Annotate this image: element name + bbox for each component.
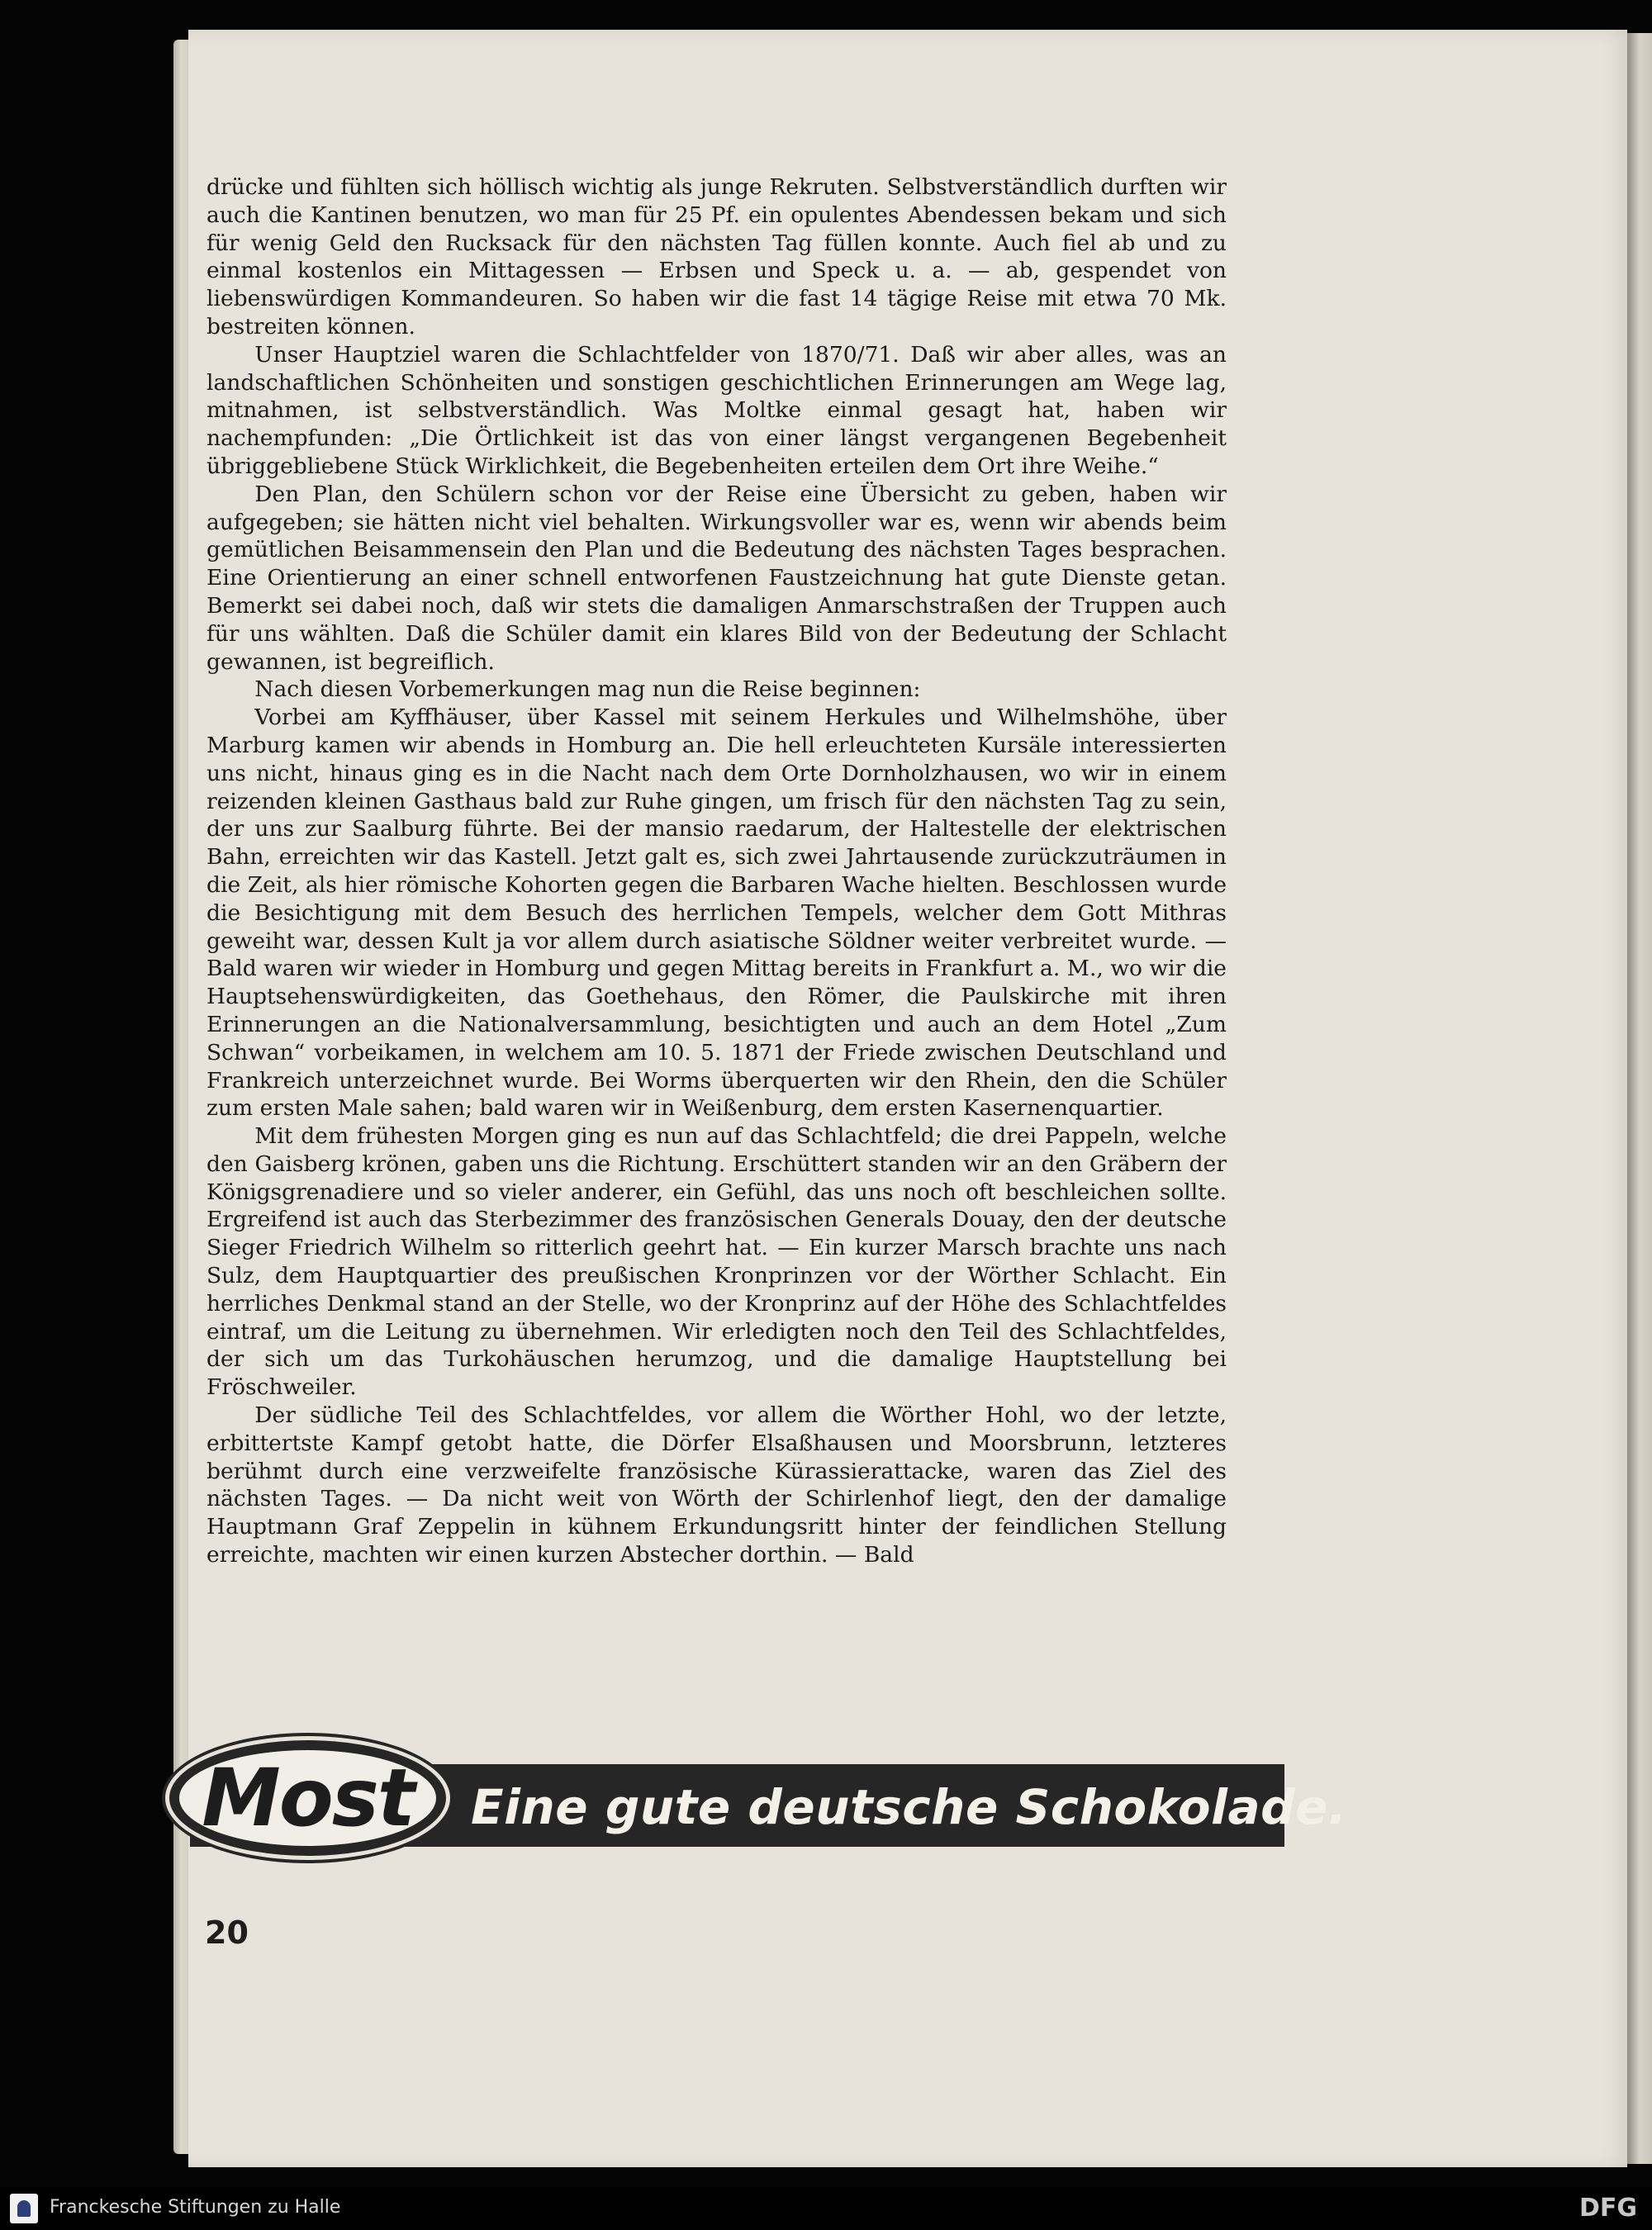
brand-logo-field [179,1750,436,1846]
paragraph-1: drücke und fühlten sich höllisch wichtig als junge Rekruten. Selbstverständlich durften wir auch die Kantinen benutzen, wo man für 25 Pf. ein opulentes Abendessen bekam und sich für wenig Geld den Rucksack für den nächsten Tag füllen konnte. Auch fiel ab und zu einmal kostenlos ein Mittagessen — Erbsen und Speck u. a. — ab, gespendet von liebenswürdigen Kommandeuren. So haben wir die fast 14 tägige Reise mit etwa 70 Mk. bestreiten können. [206,174,1227,339]
brand-logo-text: Most [202,1752,414,1844]
paragraph-2: Unser Hauptziel waren die Schlachtfelder von 1870/71. Daß wir aber alles, was an landschaftlichen Schönheiten und sonstigen geschichtlichen Erinnerungen am Wege lag, mitnahmen, ist selbstverständlich. Was Moltke einmal gesagt hat, haben wir nachempfunden: „Die Örtlichkeit ist das von einer längst vergangenen Begebenheit übriggebliebene Stück Wirklichkeit, die Begebenheiten erteilen dem Ort ihre Weihe.“ [206,341,1227,479]
page-number: 20 [205,1914,249,1951]
funder-logo-text: DFG [1578,2194,1637,2223]
advertisement-slogan: Eine gute deutsche Schokolade. [471,1779,1347,1835]
brand-logo-oval [165,1736,450,1860]
viewer-footer [0,2187,1652,2230]
facing-page-edge [1627,33,1652,2164]
institution-logo-icon [10,2194,38,2223]
paragraph-6: Mit dem frühesten Morgen ging es nun auf das Schlachtfeld; die drei Pappeln, welche den Gaisberg krönen, gaben uns die Richtung. Erschüttert standen wir an den Gräbern der Königsgrenadiere und so vieler anderer, ein Gefühl, das uns noch oft beschleichen sollte. Ergreifend ist auch das Sterbezimmer des französischen Generals Douay, den der deutsche Sieger Friedrich Wilhelm so ritterlich geehrt hat. — Ein kurzer Marsch brachte uns nach Sulz, dem Hauptquartier des preußischen Kronprinzen vor der Wörther Schlacht. Ein herrliches Denkmal stand an der Stelle, wo der Kronprinz auf der Höhe des Schlachtfeldes eintraf, um die Leitung zu übernehmen. Wir erledigten noch den Teil des Schlachtfeldes, der sich um das Turkohäuschen herumzog, und die damalige Hauptstellung bei Fröschweiler. [206,1123,1227,1401]
paragraph-7: Der südliche Teil des Schlachtfeldes, vor allem die Wörther Hohl, wo der letzte, erbittertste Kampf getobt hatte, die Dörfer Elsaßhausen und Moorsbrunn, letzteres berühmt durch eine verzweifelte französische Kürassierattacke, waren das Ziel des nächsten Tages. — Da nicht weit von Wörth der Schirlenhof liegt, den der damalige Hauptmann Graf Zeppelin in kühnem Erkundungsritt hinter der feindlichen Stellung erreichte, machten wir einen kurzen Abstecher dorthin. — Bald [206,1402,1227,1568]
body-text [206,173,1227,1569]
paragraph-5: Vorbei am Kyffhäuser, über Kassel mit seinem Herkules und Wilhelmshöhe, über Marburg kamen wir abends in Homburg an. Die hell erleuchteten Kursäle interessierten uns nicht, hinaus ging es in die Nacht nach dem Orte Dornholzhausen, wo wir in einem reizenden kleinen Gasthaus bald zur Ruhe gingen, um frisch für den nächsten Tag zu sein, der uns zur Saalburg führte. Bei der mansio raedarum, der Haltestelle der elektrischen Bahn, erreichten wir das Kastell. Jetzt galt es, sich zwei Jahrtausende zurückzuträumen in die Zeit, als hier römische Kohorten gegen die Barbaren Wache hielten. Beschlossen wurde die Besichtigung mit dem Besuch des herrlichen Tempels, welcher dem Gott Mithras geweiht war, dessen Kult ja vor allem durch asiatische Söldner weiter verbreitet wurde. — Bald waren wir wieder in Homburg und gegen Mittag bereits in Frankfurt a. M., wo wir die Hauptsehenswürdigkeiten, das Goethehaus, den Römer, die Paulskirche mit ihren Erinnerungen an die Nationalversammlung, besichtigten und auch an dem Hotel „Zum Schwan“ vorbeikamen, in welchem am 10. 5. 1871 der Friede zwischen Deutschland und Frankreich unterzeichnet wurde. Bei Worms überquerten wir den Rhein, den die Schüler zum ersten Male sahen; bald waren wir in Weißenburg, dem ersten Kasernenquartier. [206,705,1227,1122]
paragraph-4: Nach diesen Vorbemerkungen mag nun die Reise beginnen: [254,676,921,703]
advertisement-banner [165,1736,1347,1860]
paragraph-3: Den Plan, den Schülern schon vor der Reise eine Übersicht zu geben, haben wir aufgegeben; sie hätten nicht viel behalten. Wirkungsvoller war es, wenn wir abends beim gemütlichen Beisammensein den Plan und die Bedeutung des nächsten Tages besprachen. Eine Orientierung an einer schnell entworfenen Faustzeichnung hat gute Dienste getan. Bemerkt sei dabei noch, daß wir stets die damaligen Anmarschstraßen der Truppen auch für uns wählten. Daß die Schüler damit ein klares Bild von der Bedeutung der Schlacht gewannen, ist begreiflich. [206,481,1227,675]
institution-name: Franckesche Stiftungen zu Halle [50,2197,341,2218]
